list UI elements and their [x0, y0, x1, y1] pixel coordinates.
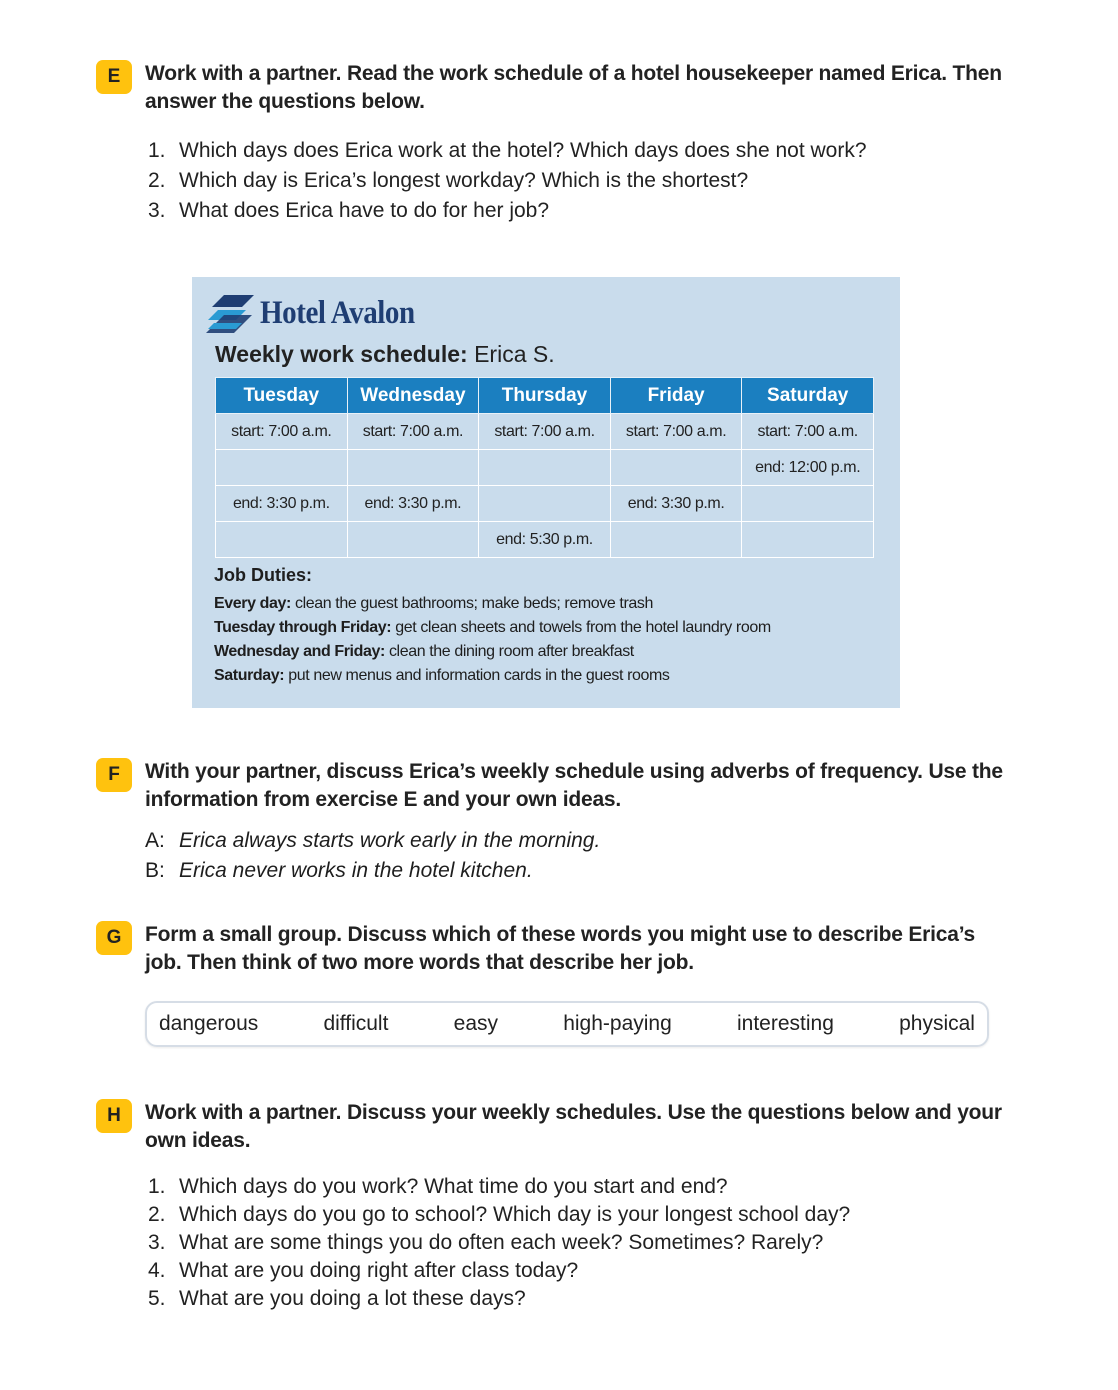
day-header: Thursday: [479, 378, 611, 414]
day-header: Friday: [610, 378, 742, 414]
word-item: interesting: [737, 1012, 834, 1035]
exercise-instruction: Form a small group. Discuss which of these words you might use to describe Erica’s job. Then think of two more words that describe her job.: [145, 923, 976, 974]
schedule-cell: start: 7:00 a.m.: [216, 414, 348, 450]
hotel-logo-icon: [206, 293, 254, 333]
word-item: physical: [899, 1012, 975, 1035]
duty-item: Every day: clean the guest bathrooms; make beds; remove trash: [214, 595, 653, 612]
schedule-cell: end: 12:00 p.m.: [742, 450, 874, 486]
duty-item: Wednesday and Friday: clean the dining room after breakfast: [214, 643, 634, 660]
word-item: difficult: [323, 1012, 389, 1035]
day-header: Wednesday: [347, 378, 479, 414]
exercise-instruction: Work with a partner. Discuss your weekly schedules. Use the questions below and your own ideas.: [145, 1101, 1002, 1152]
duty-item: Tuesday through Friday: get clean sheets and towels from the hotel laundry room: [214, 619, 771, 636]
schedule-cell: end: 3:30 p.m.: [216, 486, 348, 522]
schedule-cell: start: 7:00 a.m.: [347, 414, 479, 450]
employee-name: Erica S.: [474, 341, 555, 367]
schedule-cell: [610, 522, 742, 558]
schedule-cell: start: 7:00 a.m.: [742, 414, 874, 450]
schedule-title: Weekly work schedule: Erica S.: [215, 341, 555, 367]
job-duties: [214, 565, 884, 688]
schedule-cell: [347, 450, 479, 486]
day-header: Saturday: [742, 378, 874, 414]
exercise-letter-badge: G: [96, 921, 132, 955]
schedule-cell: [216, 450, 348, 486]
question-item: 3. What are some things you do often each week? Sometimes? Rarely?: [148, 1231, 824, 1254]
question-item: 2. Which day is Erica’s longest workday? Which is the shortest?: [148, 169, 749, 192]
schedule-cell: start: 7:00 a.m.: [479, 414, 611, 450]
question-list: [148, 136, 1006, 226]
schedule-cell: end: 3:30 p.m.: [347, 486, 479, 522]
exercise-e: [96, 60, 1006, 226]
table-row: [216, 486, 874, 522]
schedule-card: [192, 277, 900, 708]
exercise-letter-badge: E: [96, 60, 132, 94]
exercise-f: [96, 758, 1006, 886]
schedule-table: [215, 377, 874, 558]
schedule-cell: end: 5:30 p.m.: [479, 522, 611, 558]
table-row: [216, 450, 874, 486]
table-row: [216, 522, 874, 558]
table-row: [216, 414, 874, 450]
exercise-instruction: Work with a partner. Read the work schedule of a hotel housekeeper named Erica. Then answer the questions below.: [145, 62, 1002, 113]
dialog-line: A: Erica always starts work early in the morning.: [145, 829, 601, 852]
question-item: 1. Which days does Erica work at the hotel? Which days does she not work?: [148, 139, 867, 162]
word-item: high-paying: [563, 1012, 672, 1035]
exercise-instruction: With your partner, discuss Erica’s weekly schedule using adverbs of frequency. Use the information from exercise E and your own ideas.: [145, 760, 1003, 811]
schedule-cell: [479, 450, 611, 486]
schedule-cell: end: 3:30 p.m.: [610, 486, 742, 522]
word-item: dangerous: [159, 1012, 259, 1035]
question-item: 3. What does Erica have to do for her job?: [148, 199, 550, 222]
example-dialog: [145, 826, 1006, 886]
schedule-cell: start: 7:00 a.m.: [610, 414, 742, 450]
question-item: 4. What are you doing right after class today?: [148, 1259, 579, 1282]
question-list: [148, 1173, 1006, 1313]
hotel-name: Hotel Avalon: [260, 294, 415, 331]
job-duties-title: Job Duties:: [214, 565, 313, 585]
dialog-line: B: Erica never works in the hotel kitchen.: [145, 859, 533, 882]
word-item: easy: [453, 1012, 498, 1035]
schedule-cell: [479, 486, 611, 522]
day-header: Tuesday: [216, 378, 348, 414]
schedule-cell: [610, 450, 742, 486]
word-box: [145, 1001, 989, 1047]
schedule-cell: [742, 522, 874, 558]
question-item: 5. What are you doing a lot these days?: [148, 1287, 526, 1310]
exercise-letter-badge: F: [96, 758, 132, 792]
hotel-logo: [206, 293, 436, 333]
question-item: 1. Which days do you work? What time do you start and end?: [148, 1175, 728, 1198]
schedule-header-row: [216, 378, 874, 414]
exercise-h: [96, 1099, 1006, 1313]
schedule-cell: [742, 486, 874, 522]
exercise-g: [96, 921, 1006, 1047]
duty-item: Saturday: put new menus and information cards in the guest rooms: [214, 667, 670, 684]
question-item: 2. Which days do you go to school? Which day is your longest school day?: [148, 1203, 851, 1226]
exercise-letter-badge: H: [96, 1099, 132, 1133]
schedule-cell: [347, 522, 479, 558]
schedule-cell: [216, 522, 348, 558]
